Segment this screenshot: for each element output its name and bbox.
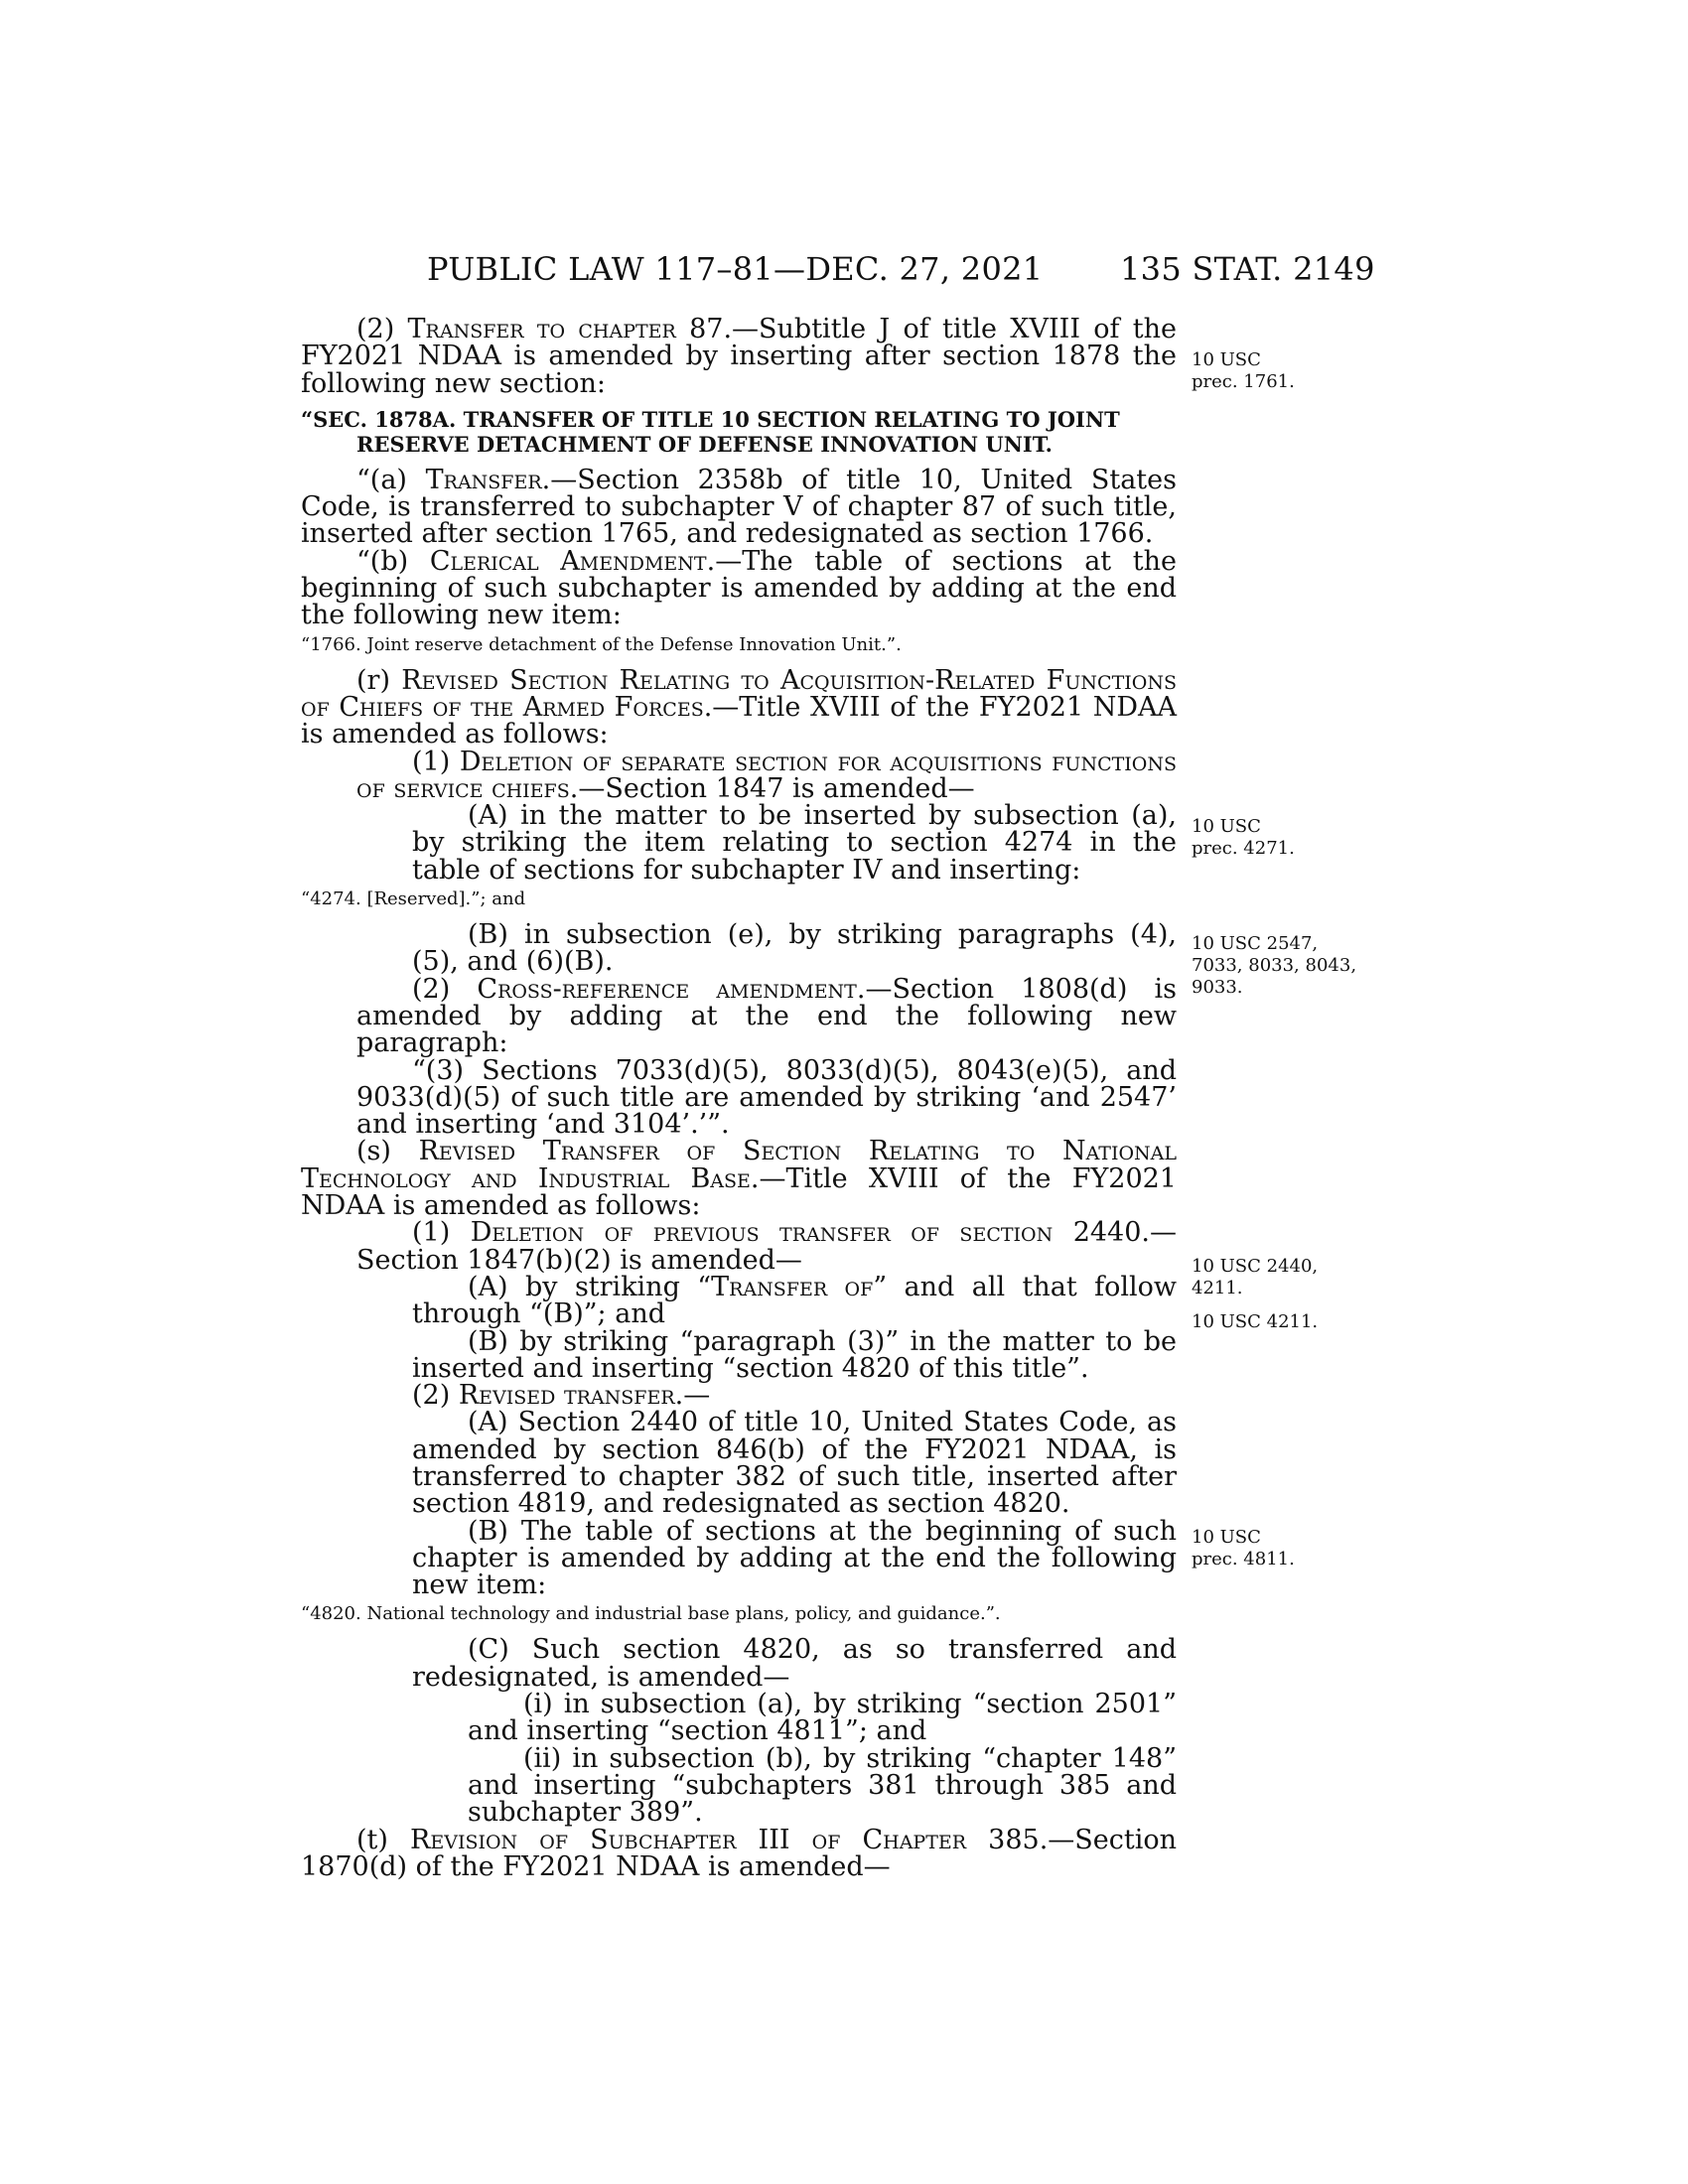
paragraph: (2) Revised transfer.— [412, 1380, 711, 1412]
paragraph: (ii) in subsection (b), by striking “chapter 148” and inserting “subchapters 381 through 385 and subchapter 389”. [468, 1742, 1177, 1829]
paragraph: (B) in subsection (e), by striking paragraphs (4), (5), and (6)(B). [412, 919, 1177, 978]
paragraph: (A) by striking “Transfer of” and all that follow through “(B)”; and [412, 1271, 1177, 1330]
table-item: “4274. [Reserved].”; and [301, 888, 526, 910]
paragraph: (C) Such section 4820, as so transferred and redesignated, is amended— [412, 1634, 1177, 1693]
margin-note: 10 USC prec. 4271. [1192, 816, 1295, 859]
table-item: “4820. National technology and industrial base plans, policy, and guidance.”. [301, 1603, 1001, 1625]
table-item: “1766. Joint reserve detachment of the Defense Innovation Unit.”. [301, 633, 902, 655]
paragraph: (s) Revised Transfer of Section Relating to National Technology and Industrial Base.—Title XVIII of the FY2021 NDAA is amended as follows: [301, 1136, 1177, 1222]
margin-note: 10 USC prec. 1761. [1192, 349, 1295, 392]
paragraph: (A) Section 2440 of title 10, United States Code, as amended by section 846(b) of the FY2021 NDAA, is transferred to chapter 382 of such title, inserted after section 4819, and redesignated as section 4820. [412, 1407, 1177, 1520]
section-heading: “SEC. 1878A. TRANSFER OF TITLE 10 SECTION RELATING TO JOINT RESERVE DETACHMENT OF DEFENSE INNOVATION UNIT. [301, 406, 1120, 457]
paragraph: (i) in subsection (a), by striking “section 2501” and inserting “section 4811”; and [468, 1689, 1177, 1747]
paragraph: (r) Revised Section Relating to Acquisition-Related Functions of Chiefs of the Armed Forces.—Title XVIII of the FY2021 NDAA is amended as follows: [301, 664, 1178, 751]
page-number: 135 STAT. 2149 [1120, 250, 1375, 288]
margin-note: 10 USC 2440, 4211. [1192, 1256, 1319, 1298]
paragraph: “(a) Transfer.—Section 2358b of title 10, United States Code, is transferred to subchapter V of chapter 87 of such title, inserted after section 1765, and redesignated as section 1766. [301, 464, 1177, 550]
paragraph: (2) Cross-reference amendment.—Section 1808(d) is amended by adding at the end the following new paragraph: [356, 973, 1178, 1059]
paragraph: (2) Transfer to chapter 87.—Subtitle J of title XVIII of the FY2021 NDAA is amended by inserting after section 1878 the following new section: [301, 314, 1177, 399]
paragraph: (t) Revision of Subchapter III of Chapter 385.—Section 1870(d) of the FY2021 NDAA is amended— [301, 1824, 1178, 1882]
document-body [301, 316, 1177, 1880]
paragraph: (1) Deletion of separate section for acquisitions functions of service chiefs.—Section 1847 is amended— [356, 746, 1178, 804]
running-header-title: PUBLIC LAW 117–81—DEC. 27, 2021 [427, 250, 1044, 288]
margin-note: 10 USC 2547, 7033, 8033, 8043, 9033. [1192, 933, 1357, 998]
paragraph: “(b) Clerical Amendment.—The table of sections at the beginning of such subchapter is amended by adding at the end the following new item: [301, 545, 1178, 631]
paragraph: (1) Deletion of previous transfer of section 2440.—Section 1847(b)(2) is amended— [356, 1217, 1178, 1276]
margin-note: 10 USC prec. 4811. [1192, 1527, 1295, 1570]
margin-note: 10 USC 4211. [1192, 1311, 1319, 1332]
paragraph: “(3) Sections 7033(d)(5), 8033(d)(5), 8043(e)(5), and 9033(d)(5) of such title are amended by striking ‘and 2547’ and inserting ‘and 3104’.’”. [356, 1054, 1177, 1141]
paragraph: (B) The table of sections at the beginning of such chapter is amended by adding at the end the following new item: [412, 1515, 1177, 1601]
paragraph: (A) in the matter to be inserted by subsection (a), by striking the item relating to section 4274 in the table of sections for subchapter IV and inserting: [412, 800, 1177, 886]
paragraph: (B) by striking “paragraph (3)” in the matter to be inserted and inserting “section 4820 of this title”. [412, 1325, 1177, 1384]
